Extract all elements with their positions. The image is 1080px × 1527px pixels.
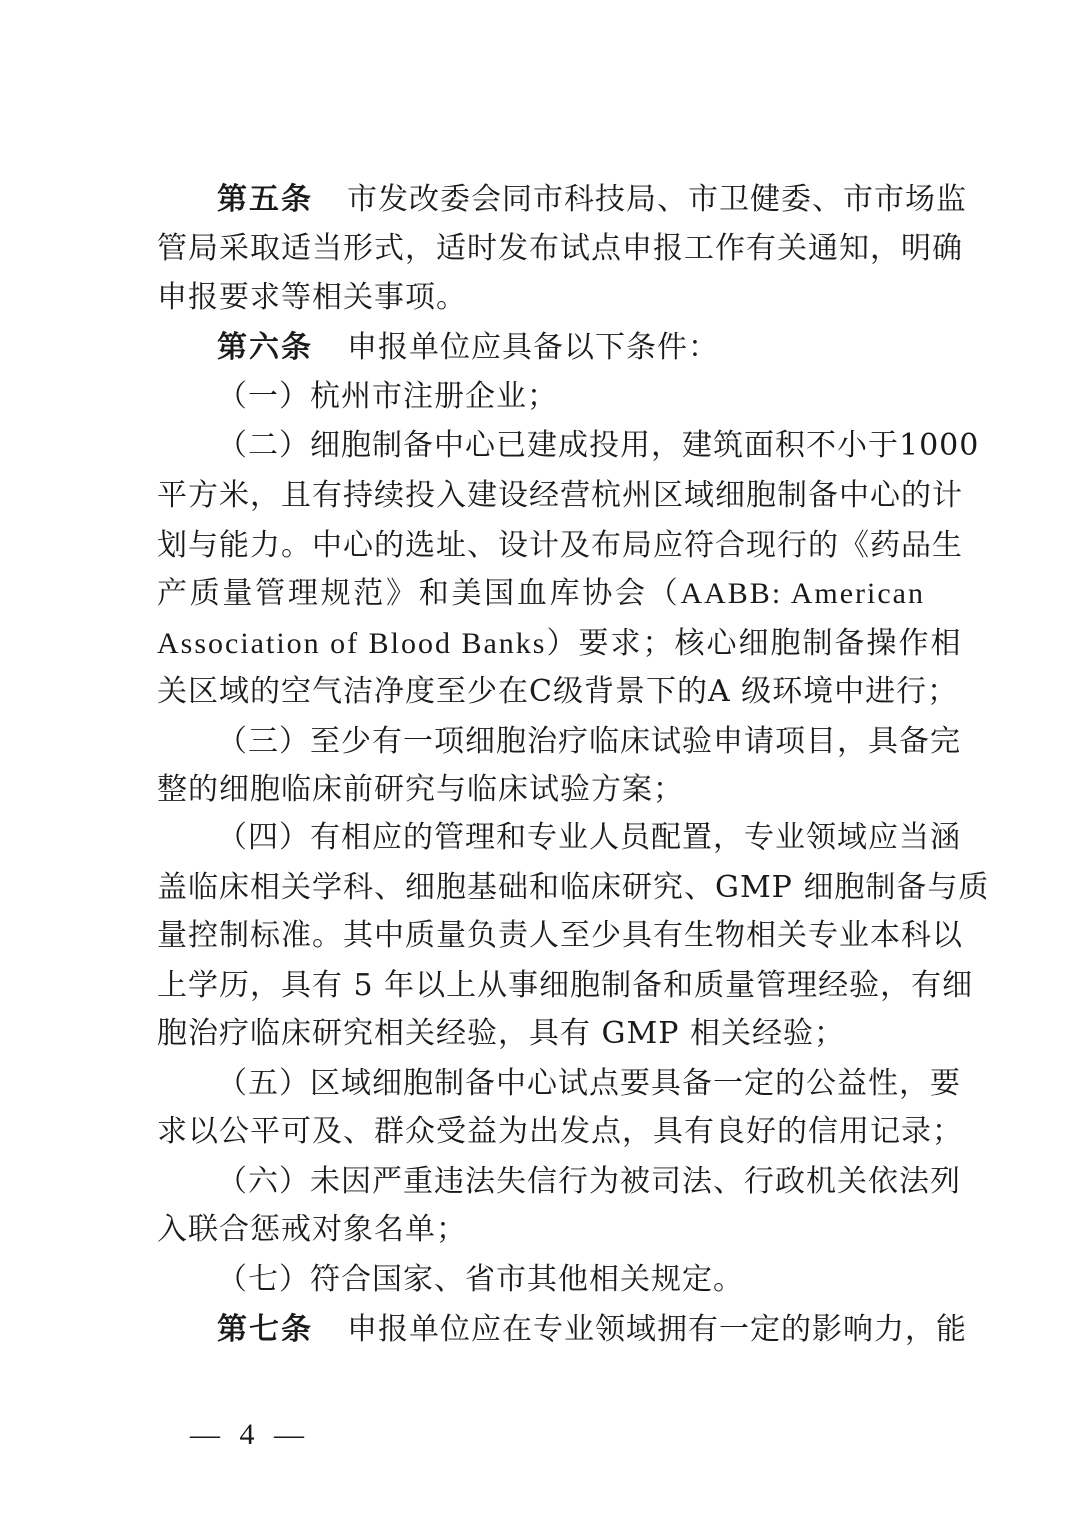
article6-heading: 第六条 (217, 330, 313, 365)
article6-item6-line2: 入联合惩戒对象名单； (157, 1212, 467, 1247)
article5-heading: 第五条 (217, 182, 313, 217)
article5-line2: 管局采取适当形式，适时发布试点申报工作有关通知，明确 (157, 231, 963, 266)
article6-item2-line4: 产质量管理规范》和美国血库协会（AABB: American (157, 577, 925, 610)
article5-line3: 申报要求等相关事项。 (157, 280, 467, 315)
article6-item4-line1: （四）有相应的管理和专业人员配置，专业领域应当涵 (217, 820, 961, 855)
article6-item4-line3: 量控制标准。其中质量负责人至少具有生物相关专业本科以 (157, 918, 963, 953)
page-number: — 4 — (190, 1418, 310, 1451)
article6-item1: （一）杭州市注册企业； (217, 379, 558, 414)
article6-item4-line5: 胞治疗临床研究相关经验，具有 GMP 相关经验； (157, 1016, 845, 1051)
article6-item2-line1: （二）细胞制备中心已建成投用，建筑面积不小于1000 (217, 428, 980, 463)
article6-item5-line1: （五）区域细胞制备中心试点要具备一定的公益性，要 (217, 1066, 961, 1101)
article7-line1 (217, 1310, 967, 1350)
article6-item5-line2: 求以公平可及、群众受益为出发点，具有良好的信用记录； (157, 1114, 963, 1149)
article6-item2-line3: 划与能力。中心的选址、设计及布局应符合现行的《药品生 (157, 528, 963, 563)
article6-item7: （七）符合国家、省市其他相关规定。 (217, 1262, 744, 1297)
article5-line1 (217, 180, 967, 220)
article6-item4-line4: 上学历，具有 5 年以上从事细胞制备和质量管理经验，有细 (157, 968, 974, 1003)
article6-item2-line5: Association of Blood Banks）要求；核心细胞制备操作相 (157, 627, 963, 660)
article6-item2-line6: 关区域的空气洁净度至少在C级背景下的A 级环境中进行； (157, 674, 959, 709)
article5-text: 市发改委会同市科技局、市卫健委、市市场监 (347, 182, 967, 217)
article6-item3-line2: 整的细胞临床前研究与临床试验方案； (157, 772, 684, 807)
article6-item2-line2: 平方米，且有持续投入建设经营杭州区域细胞制备中心的计 (157, 478, 963, 513)
article6-line1 (217, 328, 925, 368)
article7-heading: 第七条 (217, 1312, 313, 1347)
article6-item3-line1: （三）至少有一项细胞治疗临床试验申请项目，具备完 (217, 724, 961, 759)
article6-item4-line2: 盖临床相关学科、细胞基础和临床研究、GMP 细胞制备与质 (157, 870, 990, 905)
article6-item6-line1: （六）未因严重违法失信行为被司法、行政机关依法列 (217, 1164, 961, 1199)
article6-intro: 申报单位应具备以下条件： (347, 330, 719, 365)
article7-text: 申报单位应在专业领域拥有一定的影响力，能 (347, 1312, 967, 1347)
